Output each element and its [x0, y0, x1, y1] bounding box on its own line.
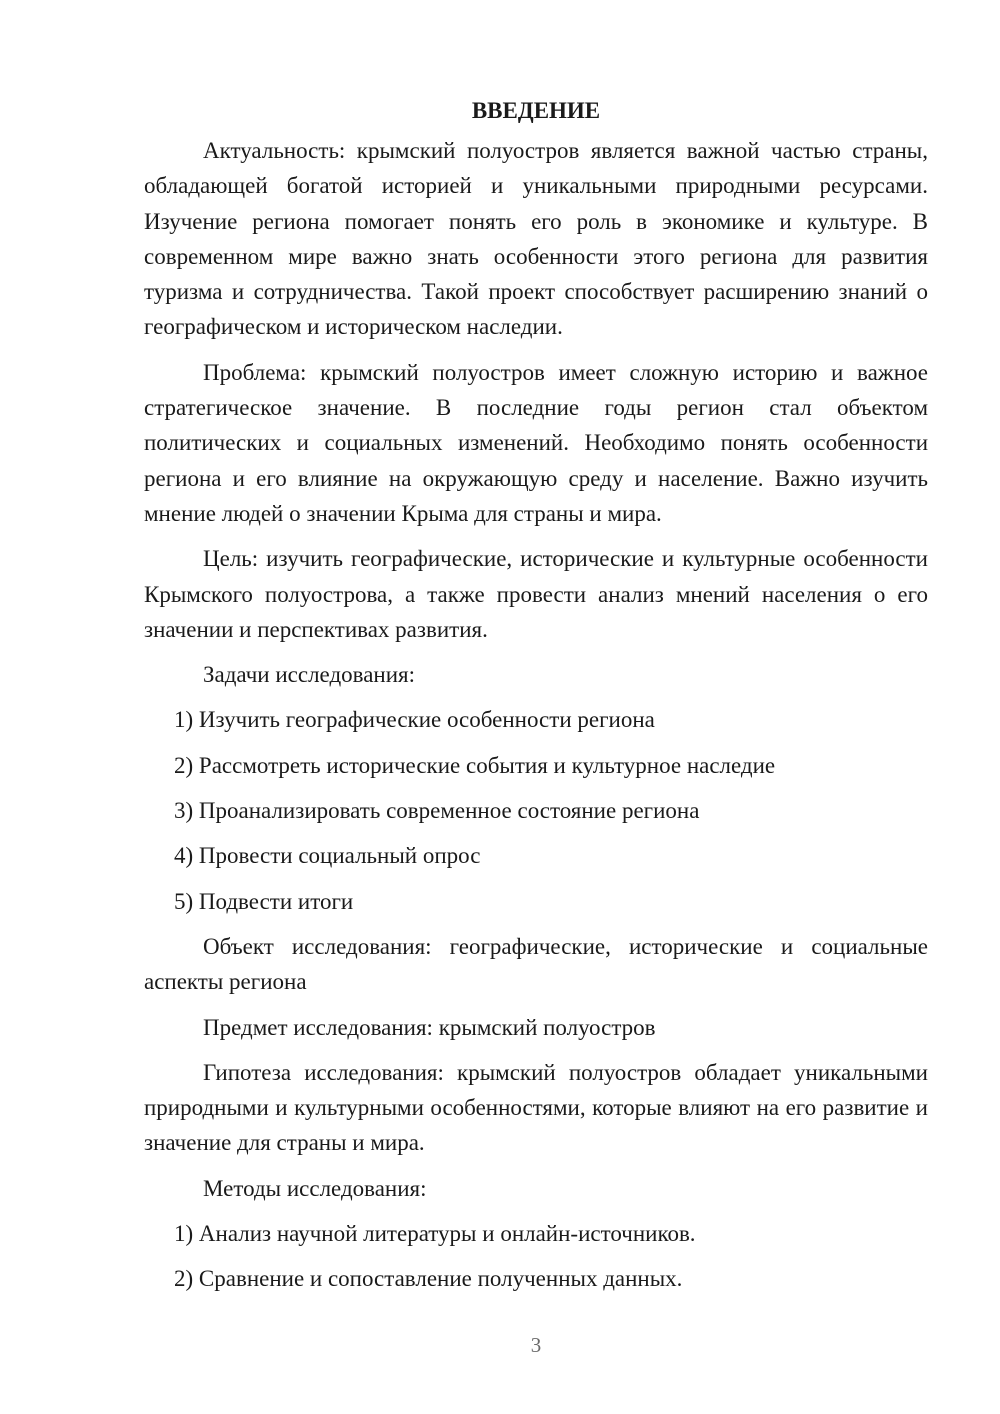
paragraph-object: Объект исследования: географические, исторические и социальные аспекты региона	[144, 933, 928, 995]
task-item-1: 1) Изучить географические особенности региона	[174, 707, 655, 733]
tasks-heading: Задачи исследования:	[203, 662, 416, 688]
section-title: ВВЕДЕНИЕ	[471, 98, 601, 123]
paragraph-problem: Проблема: крымский полуостров имеет сложную историю и важное стратегическое значение. В последние годы регион стал объектом политических и социальных изменений. Необходимо понять особенности региона и его влияние на окружающую среду и население. Важно изучить мнение людей о значении Крыма для страны и мира.	[144, 359, 928, 526]
task-item-2: 2) Рассмотреть исторические события и культурное наследие	[174, 752, 776, 778]
page-number: 3	[530, 1333, 542, 1357]
methods-heading: Методы исследования:	[203, 1175, 427, 1201]
page-content	[144, 93, 928, 1307]
task-item-4: 4) Провести социальный опрос	[174, 843, 481, 869]
method-item-1: 1) Анализ научной литературы и онлайн-источников.	[174, 1221, 696, 1247]
paragraph-hypothesis: Гипотеза исследования: крымский полуостров обладает уникальными природными и культурными особенностями, которые влияют на его развитие и значение для страны и мира.	[144, 1059, 928, 1156]
paragraph-relevance: Актуальность: крымский полуостров является важной частью страны, обладающей богатой историей и уникальными природными ресурсами. Изучение региона помогает понять его роль в экономике и культуре. В современном мире важно знать особенности этого региона для развития туризма и сотрудничества. Такой проект способствует расширению знаний о географическом и историческом наследии.	[144, 138, 928, 340]
paragraph-subject: Предмет исследования: крымский полуостров	[203, 1014, 656, 1040]
method-item-2: 2) Сравнение и сопоставление полученных данных.	[174, 1266, 683, 1292]
task-item-3: 3) Проанализировать современное состояние региона	[174, 798, 700, 824]
paragraph-goal: Цель: изучить географические, исторические и культурные особенности Крымского полуострова, а также провести анализ мнений населения о его значении и перспективах развития.	[144, 546, 928, 642]
task-item-5: 5) Подвести итоги	[174, 888, 354, 914]
